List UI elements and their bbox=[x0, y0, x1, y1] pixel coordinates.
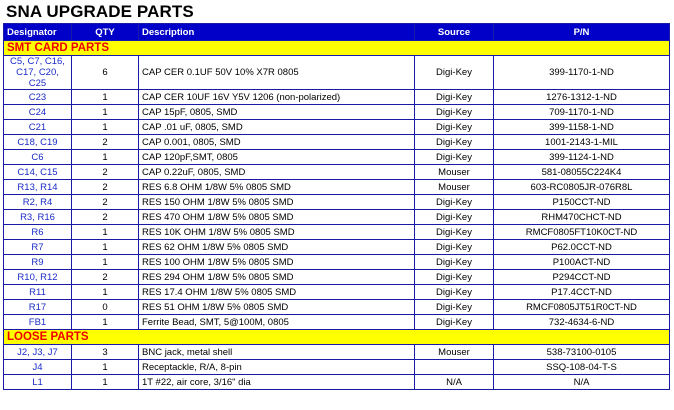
page-title: SNA UPGRADE PARTS bbox=[6, 2, 194, 21]
cell-qty: 2 bbox=[72, 270, 139, 285]
cell-pn: 538-73100-0105 bbox=[494, 345, 670, 360]
table-row bbox=[4, 315, 670, 330]
column-header-pn: P/N bbox=[494, 24, 670, 41]
cell-designator: FB1 bbox=[4, 315, 72, 330]
cell-designator: C24 bbox=[4, 105, 72, 120]
cell-description: RES 10K OHM 1/8W 5% 0805 SMD bbox=[139, 225, 415, 240]
cell-description: RES 51 OHM 1/8W 5% 0805 SMD bbox=[139, 300, 415, 315]
cell-source: Digi-Key bbox=[415, 255, 494, 270]
cell-pn: 581-08055C224K4 bbox=[494, 165, 670, 180]
cell-description: BNC jack, metal shell bbox=[139, 345, 415, 360]
cell-qty: 3 bbox=[72, 345, 139, 360]
cell-pn: P294CCT-ND bbox=[494, 270, 670, 285]
cell-pn: 1001-2143-1-MIL bbox=[494, 135, 670, 150]
cell-source: Digi-Key bbox=[415, 135, 494, 150]
cell-description: RES 470 OHM 1/8W 5% 0805 SMD bbox=[139, 210, 415, 225]
cell-description: CAP 15pF, 0805, SMD bbox=[139, 105, 415, 120]
table-row bbox=[4, 150, 670, 165]
cell-designator: R10, R12 bbox=[4, 270, 72, 285]
cell-source: Digi-Key bbox=[415, 270, 494, 285]
cell-source: Digi-Key bbox=[415, 225, 494, 240]
table-row bbox=[4, 285, 670, 300]
cell-pn: 732-4634-6-ND bbox=[494, 315, 670, 330]
cell-qty: 1 bbox=[72, 240, 139, 255]
cell-source: Digi-Key bbox=[415, 240, 494, 255]
table-row bbox=[4, 255, 670, 270]
cell-designator: C23 bbox=[4, 90, 72, 105]
table-row bbox=[4, 90, 670, 105]
cell-description: RES 100 OHM 1/8W 5% 0805 SMD bbox=[139, 255, 415, 270]
cell-source bbox=[415, 360, 494, 375]
cell-qty: 1 bbox=[72, 225, 139, 240]
cell-designator: R11 bbox=[4, 285, 72, 300]
cell-pn: P100ACT-ND bbox=[494, 255, 670, 270]
cell-pn: 1276-1312-1-ND bbox=[494, 90, 670, 105]
cell-designator: R7 bbox=[4, 240, 72, 255]
table-row bbox=[4, 360, 670, 375]
cell-designator: R17 bbox=[4, 300, 72, 315]
section-title: SMT CARD PARTS bbox=[4, 41, 670, 56]
table-row bbox=[4, 225, 670, 240]
cell-description: CAP CER 0.1UF 50V 10% X7R 0805 bbox=[139, 56, 415, 90]
section-header-row bbox=[4, 330, 670, 345]
cell-pn: P62.0CCT-ND bbox=[494, 240, 670, 255]
cell-qty: 1 bbox=[72, 360, 139, 375]
cell-qty: 1 bbox=[72, 285, 139, 300]
cell-pn: 399-1158-1-ND bbox=[494, 120, 670, 135]
cell-pn: RMCF0805FT10K0CT-ND bbox=[494, 225, 670, 240]
table-row bbox=[4, 135, 670, 150]
cell-qty: 2 bbox=[72, 180, 139, 195]
section-header-row bbox=[4, 41, 670, 56]
cell-qty: 2 bbox=[72, 210, 139, 225]
table-row bbox=[4, 300, 670, 315]
table-row bbox=[4, 195, 670, 210]
cell-description: RES 150 OHM 1/8W 5% 0805 SMD bbox=[139, 195, 415, 210]
cell-qty: 2 bbox=[72, 135, 139, 150]
cell-qty: 1 bbox=[72, 105, 139, 120]
cell-source: Digi-Key bbox=[415, 315, 494, 330]
cell-description: CAP CER 10UF 16V Y5V 1206 (non-polarized) bbox=[139, 90, 415, 105]
table-row bbox=[4, 180, 670, 195]
table-row bbox=[4, 165, 670, 180]
cell-designator: R2, R4 bbox=[4, 195, 72, 210]
table-row bbox=[4, 120, 670, 135]
cell-source: Digi-Key bbox=[415, 120, 494, 135]
cell-description: RES 6.8 OHM 1/8W 5% 0805 SMD bbox=[139, 180, 415, 195]
parts-table-body bbox=[4, 41, 670, 390]
cell-qty: 2 bbox=[72, 195, 139, 210]
cell-qty: 1 bbox=[72, 315, 139, 330]
cell-pn: 399-1124-1-ND bbox=[494, 150, 670, 165]
cell-pn: 709-1170-1-ND bbox=[494, 105, 670, 120]
cell-designator: C18, C19 bbox=[4, 135, 72, 150]
cell-description: Receptackle, R/A, 8-pin bbox=[139, 360, 415, 375]
cell-source: Digi-Key bbox=[415, 300, 494, 315]
cell-designator: L1 bbox=[4, 375, 72, 390]
cell-pn: P17.4CCT-ND bbox=[494, 285, 670, 300]
cell-pn: N/A bbox=[494, 375, 670, 390]
cell-pn: 603-RC0805JR-076R8L bbox=[494, 180, 670, 195]
cell-source: Digi-Key bbox=[415, 90, 494, 105]
cell-qty: 1 bbox=[72, 375, 139, 390]
cell-designator: C14, C15 bbox=[4, 165, 72, 180]
cell-qty: 6 bbox=[72, 56, 139, 90]
table-row bbox=[4, 105, 670, 120]
cell-qty: 1 bbox=[72, 150, 139, 165]
cell-source: Digi-Key bbox=[415, 210, 494, 225]
table-row bbox=[4, 210, 670, 225]
cell-designator: J4 bbox=[4, 360, 72, 375]
cell-source: Mouser bbox=[415, 165, 494, 180]
cell-designator: C5, C7, C16, C17, C20, C25 bbox=[4, 56, 72, 90]
cell-source: Mouser bbox=[415, 345, 494, 360]
column-header-source: Source bbox=[415, 24, 494, 41]
cell-qty: 0 bbox=[72, 300, 139, 315]
column-header-description: Description bbox=[139, 24, 415, 41]
cell-description: RES 294 OHM 1/8W 5% 0805 SMD bbox=[139, 270, 415, 285]
cell-description: RES 17.4 OHM 1/8W 5% 0805 SMD bbox=[139, 285, 415, 300]
column-header-qty: QTY bbox=[72, 24, 139, 41]
table-row bbox=[4, 345, 670, 360]
cell-description: CAP 120pF,SMT, 0805 bbox=[139, 150, 415, 165]
parts-table bbox=[3, 23, 670, 390]
cell-qty: 1 bbox=[72, 120, 139, 135]
cell-description: CAP .01 uF, 0805, SMD bbox=[139, 120, 415, 135]
column-header-designator: Designator bbox=[4, 24, 72, 41]
cell-qty: 2 bbox=[72, 165, 139, 180]
cell-description: Ferrite Bead, SMT, 5@100M, 0805 bbox=[139, 315, 415, 330]
cell-source: Digi-Key bbox=[415, 195, 494, 210]
table-row bbox=[4, 270, 670, 285]
cell-pn: RMCF0805JT51R0CT-ND bbox=[494, 300, 670, 315]
cell-source: Digi-Key bbox=[415, 150, 494, 165]
cell-designator: R3, R16 bbox=[4, 210, 72, 225]
cell-description: CAP 0.22uF, 0805, SMD bbox=[139, 165, 415, 180]
cell-designator: C6 bbox=[4, 150, 72, 165]
cell-qty: 1 bbox=[72, 90, 139, 105]
cell-designator: R6 bbox=[4, 225, 72, 240]
cell-qty: 1 bbox=[72, 255, 139, 270]
table-row bbox=[4, 56, 670, 90]
cell-source: Digi-Key bbox=[415, 56, 494, 90]
cell-designator: J2, J3, J7 bbox=[4, 345, 72, 360]
section-title: LOOSE PARTS bbox=[4, 330, 670, 345]
cell-description: RES 62 OHM 1/8W 5% 0805 SMD bbox=[139, 240, 415, 255]
cell-source: Digi-Key bbox=[415, 285, 494, 300]
cell-description: CAP 0.001, 0805, SMD bbox=[139, 135, 415, 150]
cell-source: Digi-Key bbox=[415, 105, 494, 120]
cell-description: 1T #22, air core, 3/16" dia bbox=[139, 375, 415, 390]
table-row bbox=[4, 375, 670, 390]
cell-pn: SSQ-108-04-T-S bbox=[494, 360, 670, 375]
cell-source: N/A bbox=[415, 375, 494, 390]
table-header-row bbox=[4, 24, 670, 41]
cell-pn: RHM470CHCT-ND bbox=[494, 210, 670, 225]
cell-designator: C21 bbox=[4, 120, 72, 135]
cell-pn: P150CCT-ND bbox=[494, 195, 670, 210]
cell-designator: R9 bbox=[4, 255, 72, 270]
cell-pn: 399-1170-1-ND bbox=[494, 56, 670, 90]
table-row bbox=[4, 240, 670, 255]
cell-source: Mouser bbox=[415, 180, 494, 195]
cell-designator: R13, R14 bbox=[4, 180, 72, 195]
